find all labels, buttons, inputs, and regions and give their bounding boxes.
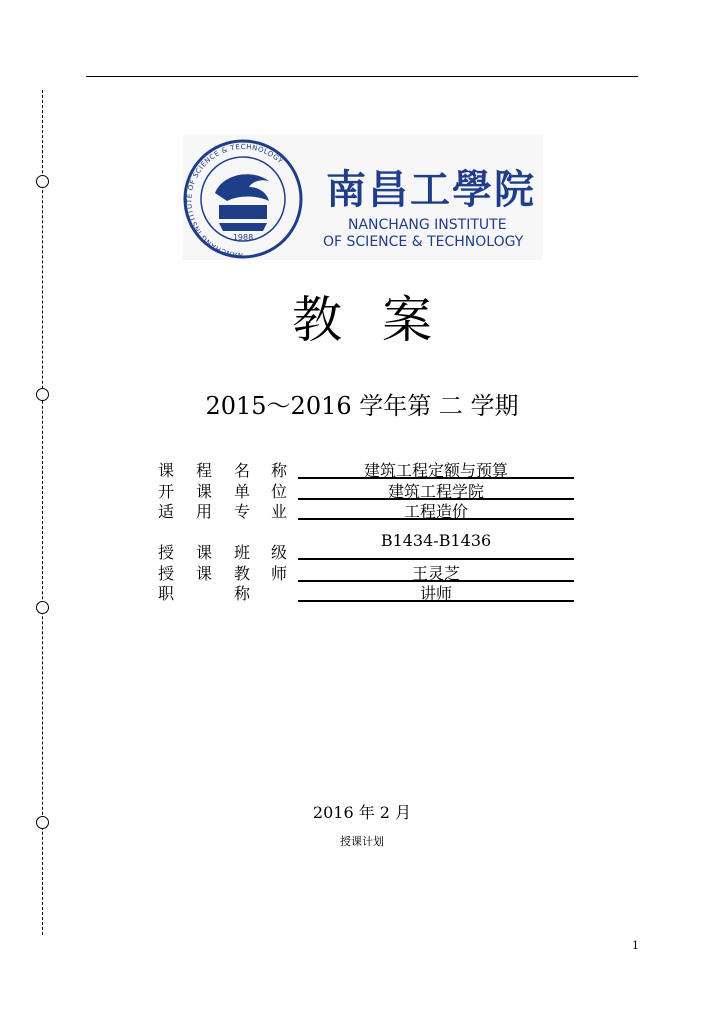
page-number: 1	[632, 939, 639, 952]
field-teacher: 授 课 教 师 王灵芝	[158, 561, 578, 581]
field-value: 工程造价	[403, 502, 468, 521]
field-value: 王灵芝	[411, 564, 460, 583]
field-department: 开 课 单 位 建筑工程学院	[158, 479, 578, 499]
binding-hole	[36, 175, 49, 188]
field-underline	[298, 518, 574, 520]
school-logo	[183, 135, 543, 260]
seal-emblem	[185, 141, 301, 259]
field-title: 职 称 讲师	[158, 581, 578, 601]
title-char: 教	[292, 291, 342, 349]
academic-term: 2015～2016 学年第 二 学期	[205, 392, 519, 420]
header-rule	[86, 76, 638, 77]
field-major: 适 用 专 业 工程造价	[158, 499, 578, 519]
field-underline	[298, 558, 574, 560]
binding-hole	[36, 601, 49, 614]
document-title	[0, 280, 724, 352]
field-course-name: 课 程 名 称 建筑工程定额与预算	[158, 458, 578, 478]
field-underline	[298, 600, 574, 602]
school-name-cn: 南昌工學院	[326, 166, 536, 213]
field-value: 讲师	[419, 584, 452, 603]
field-classes: 授 课 班 级 B1434-B1436	[158, 540, 578, 560]
seal-ring-text: NANCHANG INSTITUTE OF SCIENCE & TECHNOLOGY	[185, 142, 285, 260]
school-name-en-1: NANCHANG INSTITUTE	[348, 217, 507, 233]
document-date: 2016 年 2 月	[312, 803, 412, 822]
seal-year: 1988	[232, 233, 254, 242]
school-name-en-2: OF SCIENCE & TECHNOLOGY	[323, 234, 524, 250]
field-value: B1434-B1436	[380, 531, 492, 550]
title-char: 案	[382, 291, 432, 349]
plan-caption: 授课计划	[340, 835, 384, 848]
field-value: 建筑工程定额与预算	[363, 461, 508, 480]
field-value: 建筑工程学院	[387, 482, 484, 501]
